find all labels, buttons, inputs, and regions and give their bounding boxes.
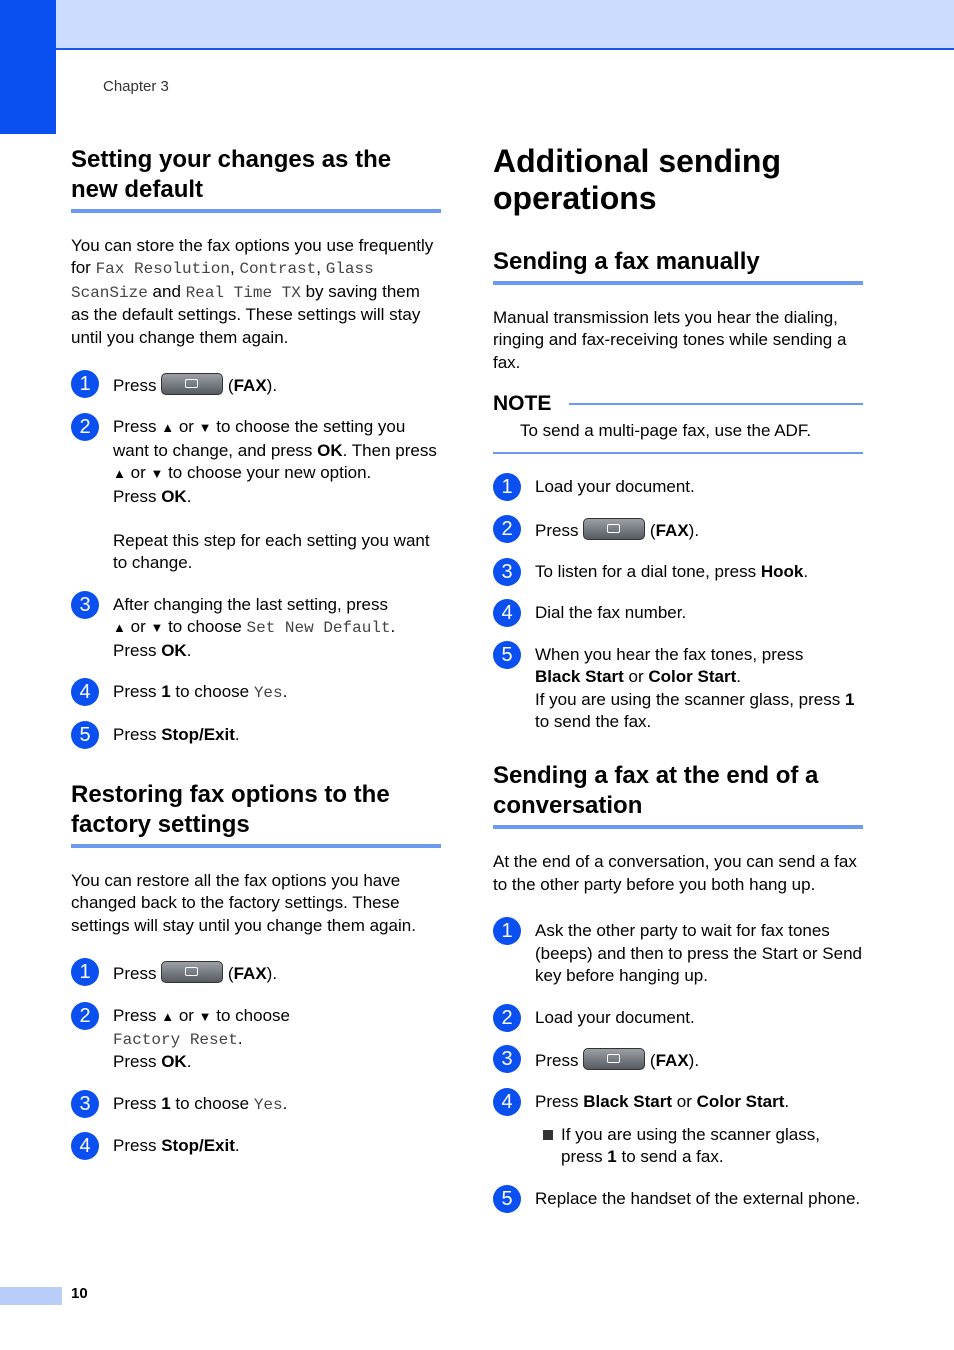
step-item: 2 Load your document. (493, 1007, 863, 1029)
up-arrow-icon: ▲ (161, 1008, 175, 1024)
set-default-intro: You can store the fax options you use frequently for Fax Resolution, Contrast, Glass ScanSize and Real Time TX by saving them as the default settings. These settings will stay until you change them again. (71, 236, 434, 347)
step-item: 5 Press Stop/Exit. (71, 724, 441, 746)
step-item: 1 Press (FAX). (71, 961, 441, 985)
end-of-conversation-section (493, 761, 863, 1209)
step-item: 2 Press (FAX). (493, 518, 863, 542)
page-number: 10 (71, 1285, 88, 1302)
step-number: 1 (71, 370, 99, 398)
step-number: 1 (493, 473, 521, 501)
fax-button-icon (583, 518, 645, 540)
step-number: 1 (71, 958, 99, 986)
step-number: 3 (71, 591, 99, 619)
step-number: 4 (493, 1088, 521, 1116)
bullet-item: If you are using the scanner glass, press 1 to send a fax. (535, 1124, 863, 1169)
step-number: 4 (71, 1132, 99, 1160)
step-number: 2 (493, 515, 521, 543)
step-item: 5 Replace the handset of the external phone. (493, 1188, 863, 1210)
step-number: 2 (493, 1004, 521, 1032)
fax-button-icon (583, 1048, 645, 1070)
step-item: 3 Press 1 to choose Yes. (71, 1093, 441, 1116)
header-band (56, 0, 954, 50)
square-bullet-icon (543, 1130, 553, 1140)
note-title: NOTE (493, 392, 552, 416)
step-item: 3 To listen for a dial tone, press Hook. (493, 561, 863, 583)
step-number: 3 (493, 558, 521, 586)
down-arrow-icon: ▼ (150, 466, 164, 482)
section-title-manual: Sending a fax manually (493, 247, 863, 285)
step-number: 5 (493, 1185, 521, 1213)
fax-button-icon (161, 373, 223, 395)
down-arrow-icon: ▼ (198, 420, 212, 436)
step-note: Repeat this step for each setting you want to change. (113, 531, 430, 573)
section-title-restore: Restoring fax options to the factory settings (71, 780, 441, 848)
step-item: 3 After changing the last setting, press ▲ or ▼ to choose Set New Default. Press OK. (71, 594, 441, 662)
up-arrow-icon: ▲ (113, 620, 126, 636)
step-item: 4 Dial the fax number. (493, 602, 863, 624)
section-title-end-conversation: Sending a fax at the end of a conversation (493, 761, 863, 829)
step-number: 3 (71, 1090, 99, 1118)
page-title: Additional sending operations (493, 143, 781, 216)
step-item: 5 When you hear the fax tones, press Black Start or Color Start. If you are using the scanner glass, press 1 to send the fax. (493, 644, 863, 734)
step-number: 2 (71, 413, 99, 441)
step-number: 5 (71, 721, 99, 749)
step-number: 4 (71, 678, 99, 706)
note-text: To send a multi-page fax, use the ADF. (520, 421, 812, 441)
restore-section (71, 780, 441, 1158)
chapter-tab (0, 0, 56, 134)
note-box (493, 392, 863, 454)
step-number: 3 (493, 1045, 521, 1073)
footer-band (0, 1287, 62, 1305)
manual-intro: Manual transmission lets you hear the dialing, ringing and fax-receiving tones while sending a fax. (493, 308, 847, 372)
step-number: 2 (71, 1002, 99, 1030)
down-arrow-icon: ▼ (198, 1008, 212, 1024)
down-arrow-icon: ▼ (150, 620, 164, 636)
left-column (71, 145, 441, 1177)
note-rule (569, 403, 863, 405)
up-arrow-icon: ▲ (161, 420, 175, 436)
up-arrow-icon: ▲ (113, 466, 126, 482)
step-number: 5 (493, 641, 521, 669)
step-item: 1 Press (FAX). (71, 373, 441, 397)
step-item: 1 Ask the other party to wait for fax tones (beeps) and then to press the Start or Send key before hanging up. (493, 920, 863, 987)
step-item: 1 Load your document. (493, 476, 863, 498)
step-number: 1 (493, 917, 521, 945)
section-title-set-default: Setting your changes as the new default (71, 145, 441, 213)
fax-button-icon (161, 961, 223, 983)
end-conversation-intro: At the end of a conversation, you can send a fax to the other party before you both hang up. (493, 852, 857, 894)
step-item: 3 Press (FAX). (493, 1048, 863, 1072)
chapter-label: Chapter 3 (103, 78, 169, 95)
step-item: 4 Press 1 to choose Yes. (71, 681, 441, 704)
step-item: 4 Press Stop/Exit. (71, 1135, 441, 1157)
step-number: 4 (493, 599, 521, 627)
restore-intro: You can restore all the fax options you have changed back to the factory settings. These settings will stay until you change them again. (71, 870, 416, 935)
step-item: 4 Press Black Start or Color Start. If you are using the scanner glass, press 1 to send a fax. (493, 1091, 863, 1168)
step-item: 2 Press ▲ or ▼ to choose the setting you want to change, and press OK. Then press ▲ or ▼ to choose your new option. Press OK. Repeat this step for each setting you want to change. (71, 416, 441, 574)
right-column (493, 143, 863, 1229)
step-item: 2 Press ▲ or ▼ to choose Factory Reset. Press OK. (71, 1005, 441, 1074)
